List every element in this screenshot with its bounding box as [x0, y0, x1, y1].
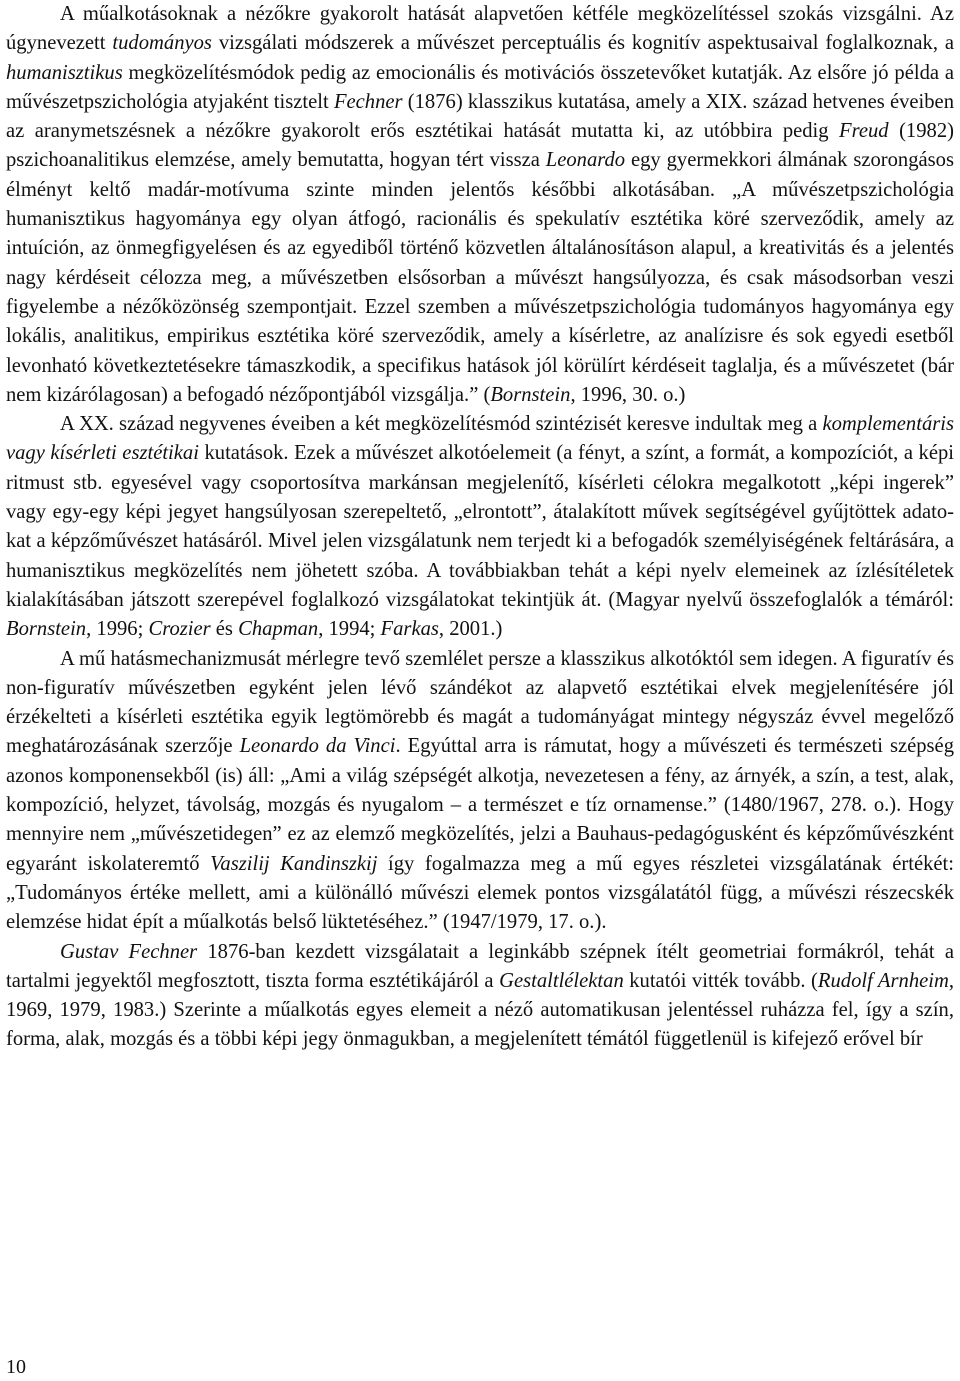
text-run: így fogalmazza meg a mű egyes részletei vizsgálatának értékét: „Tudományos értéke mellett, ami a különálló művészi elemek pontos vizsgálatától függ, a művészi részecskék elemzése hidat épít a műalkotás belső lüktetéséhez.” (1947/1979, 17. o.). — [6, 852, 954, 934]
paragraph — [6, 645, 954, 938]
italic-text: Fechner — [333, 90, 403, 113]
text-run: kutatói vitték tovább. ( — [623, 969, 818, 992]
text-run: , 1996, 30. o.) — [570, 383, 686, 406]
text-run: (1982) pszichoanalitikus elemzése, amely bemutatta, hogyan tért vissza — [6, 120, 954, 172]
italic-text: Chapman — [238, 618, 319, 641]
text-run: megközelítésmódok pedig az emocionális és motivációs összetevőket kutatják. Az elsőre jó példa a művészetpszichológia atyjaként tisztelt — [6, 61, 954, 113]
document-body — [6, 0, 954, 1055]
italic-text: Gustav Fechner — [60, 940, 198, 963]
text-run: , 1969, 1979, 1983.) Szerinte a műalkotás egyes elemeit a néző automatikusan jelentéssel ruházza fel, így a szín, forma, alak, mozgás és a többi képi jegy önmagukban, a megjelenített témától függetlenül is kifejező erővel bír — [6, 969, 955, 1051]
text-run: kutatások. Ezek a művészet alkotóelemeit (a fényt, a színt, a formát, a kompozíciót, a képi ritmust stb. egyesével vagy csoportosítva markánsan megjelenítő, kísérleti célokra megalkotott „képi ingerek” vagy egy-egy képi jegyet hangsúlyosan szerepeltető, „elrontott”, átalakított művek segítségével gyűjtöttek adatokat a képzőművészet hatásáról. Mivel jelen vizsgálatunk nem terjedt ki a befogadók személyiségének feltárására, a humanisztikus megközelítés nem jöhetett szóba. A továbbiakban tehát a képi nyelv elemeinek az ízlésítéletek kialakításában játszott szerepével foglalkozó vizsgálatokat tekintjük át. (Magyar nyelvű összefoglalók a témáról: — [6, 442, 954, 611]
italic-text: Gestaltlélektan — [499, 969, 624, 992]
italic-text: Vaszilij Kandinszkij — [210, 852, 378, 875]
italic-text: tudományos — [112, 32, 212, 55]
text-run: . Egyúttal arra is rámutat, hogy a művészeti és természeti szépség azonos komponensekből (is) áll: „Ami a világ szépségét alkotja, nevezetesen a fény, az árnyék, a szín, a test, alak, kompozíció, helyzet, távolság, mozgás és nyugalom – a természet e tíz ornamense.” (1480/1967, 278. o.). Hogy mennyire nem „művészetidegen” ez az elemző megközelítés, jelzi a Bauhaus-pedagógusként és képzőművészként egyaránt iskolateremtő — [6, 735, 954, 875]
italic-text: Bornstein — [6, 618, 87, 641]
italic-text: Farkas — [380, 618, 439, 641]
text-run: A műalkotásoknak a nézőkre gyakorolt hatását alapvetően kétféle megközelítéssel szokás vizsgálni. Az úgynevezett — [6, 3, 954, 55]
text-run: (1876) klasszikus kutatása, amely a XIX. század hetvenes éveiben az aranymetszésnek a nézőkre gyakorolt erős esztétikai hatását mutatta ki, az utóbbira pedig — [6, 90, 954, 143]
italic-text: Bornstein — [490, 383, 571, 406]
italic-text: Leonardo — [545, 149, 626, 172]
text-run: A mű hatásmechanizmusát mérlegre tevő szemlélet persze a klasszikus alkotóktól sem idegen. A figuratív és non-figuratív művészetben egyként jelen lévő szándékot az alapvető esztétikai elvek megjelenítésére jól érzékelteti a kísérleti esztétika egyik legtömörebb és magát a tudományágat mintegy négyszáz évvel megelőző meghatározásának szerzője — [6, 647, 954, 758]
text-run: és — [210, 618, 239, 641]
paragraph — [6, 938, 954, 1055]
text-run: 1876-ban kezdett vizsgálatait a leginkább szépnek ítélt geometriai formákról, tehát a tartalmi jegyektől megfosztott, tiszta forma esztétikájáról a — [6, 940, 954, 992]
italic-text: Rudolf Arnheim — [817, 969, 949, 992]
italic-text: Freud — [839, 120, 889, 143]
paragraph — [6, 410, 954, 644]
paragraph — [6, 0, 954, 410]
italic-text: Crozier — [148, 618, 211, 641]
text-run: A XX. század negyvenes éveiben a két megközelítésmód szintézisét keresve indultak meg a — [60, 413, 823, 436]
text-run: , 2001.) — [438, 618, 503, 641]
paragraph-container — [6, 0, 954, 1055]
italic-text: humanisztikus — [6, 61, 123, 84]
page-number: 10 — [6, 1356, 26, 1378]
italic-text: komplementáris vagy kísérleti esztétikai — [6, 413, 954, 465]
text-run: , 1996; — [86, 618, 149, 641]
text-run: , 1994; — [318, 618, 381, 641]
text-run: egy gyermekkori álmának szorongásos élményt keltő madár-motívuma szinte minden jelentős későbbi alkotásában. „A művészetpszichológia humanisztikus hagyománya egy olyan átfogó, racionális és spekulatív esztétika köré szerveződik, amely az intuíción, az önmegfigyelésen és az egyediből történő közvetlen általánosításon alapul, a kreativitás és a jelentés nagy kérdéseit célozza meg, a művészetben elsősorban a művészt hangsúlyozza, és csak másodsorban veszi figyelembe a nézőközönség szempontjait. Ezzel szemben a művészetpszichológia tudományos hagyománya egy lokális, analitikus, empirikus esztétika köré szerveződik, amely a kísérletre, az analízisre és sok egyedi esetből levonható következtetésekre támaszkodik, a specifikus hatások jól körülírt kérdéseit taglalja, és a művészetet (bár nem kizárólagosan) a befogadó nézőpontjából vizsgálja.” ( — [6, 149, 954, 406]
text-run: vizsgálati módszerek a művészet perceptuális és kognitív aspektusaival foglalkoznak, a — [211, 32, 955, 55]
italic-text: Leonardo da Vinci — [239, 735, 396, 758]
